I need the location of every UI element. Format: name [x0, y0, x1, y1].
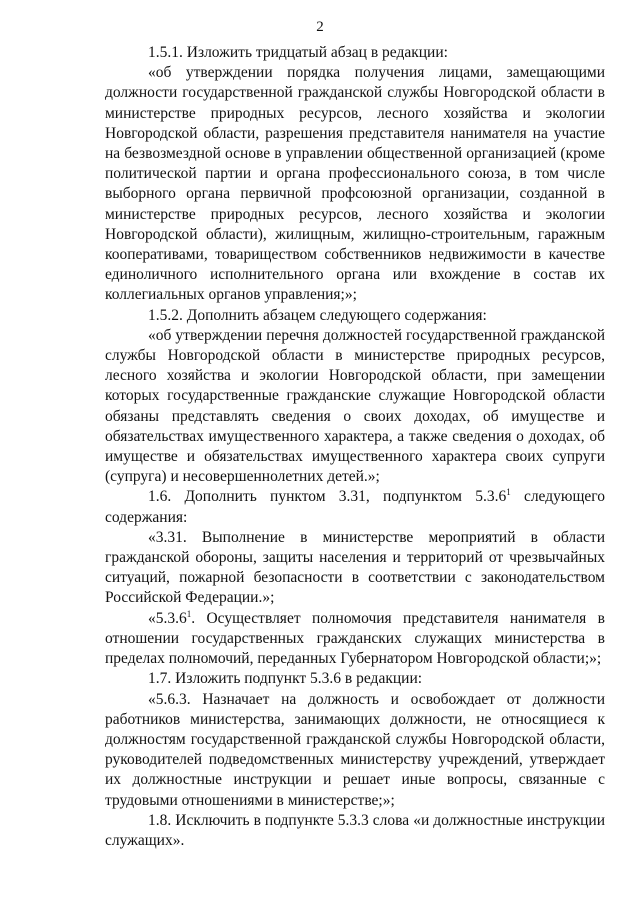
paragraph-1-6-text: 1.6. Дополнить пунктом 3.31, подпунктом 5.3.6	[148, 488, 507, 506]
paragraph-quote-3-31: «3.31. Выполнение в министерстве мероприятий в области гражданской обороны, защиты населения и территорий от чрезвычайных ситуаций, пожарной безопасности в соответствии с законодательством Российской Федерации.»;	[105, 528, 605, 607]
document-body	[105, 43, 605, 851]
paragraph-1-5-2: 1.5.2. Дополнить абзацем следующего содержания:	[148, 306, 487, 324]
paragraph-1-5-1: 1.5.1. Изложить тридцатый абзац в редакции:	[148, 44, 448, 61]
paragraph-quote-thirtieth: «об утверждении порядка получения лицами, замещающими должности государственной гражданской службы Новгородской области в министерстве природных ресурсов, лесного хозяйства и экологии Новгородской области, разрешения представителя нанимателя на участие на безвозмездной основе в управлении общественной организацией (кроме политической партии и органа профессионального союза, в том числе выборного органа первичной профсоюзной организации, созданной в министерстве природных ресурсов, лесного хозяйства и экологии Новгородской области), жилищным, жилищно-строительным, гаражным кооперативами, товариществом собственников недвижимости в качестве единоличного исполнительного органа или вхождение в состав их коллегиальных органов управления;»;	[105, 64, 605, 304]
paragraph-1-6-text-end: следующего содержания:	[105, 488, 605, 526]
paragraph-quote-list: «об утверждении перечня должностей государственной гражданской службы Новгородской области в министерстве природных ресурсов, лесного хозяйства и экологии Новгородской области, при замещении которых государственные гражданские служащие Новгородской области обязаны представлять сведения о своих доходах, об имуществе и обязательствах имущественного характера, а также сведения о доходах, об имуществе и обязательствах имущественного характера своих супруги (супруга) и несовершеннолетних детей.»;	[105, 326, 605, 486]
superscript-mark: 1	[506, 487, 511, 498]
paragraph-1-6	[105, 487, 605, 527]
paragraph-5-3-6-1-number: «5.3.6	[148, 609, 187, 627]
paragraph-5-3-6-1-text: . Осуществляет полномочия представителя нанимателя в отношении государственных гражданских служащих министерства в пределах полномочий, переданных Губернатором Новгородской области;»;	[105, 609, 605, 668]
paragraph-1-7: 1.7. Изложить подпункт 5.3.6 в редакции:	[148, 670, 423, 688]
paragraph-1-8: 1.8. Исключить в подпункте 5.3.3 слова «и должностные инструкции служащих».	[105, 811, 605, 849]
paragraph-quote-5-3-6-1	[105, 609, 605, 670]
paragraph-quote-5-6-3: «5.6.3. Назначает на должность и освобождает от должности работников министерства, занимающих должности, не относящиеся к должностям государственной гражданской службы Новгородской области, руководителей подведомственных министерству учреждений, утверждает их должностные инструкции и решает иные вопросы, связанные с трудовыми отношениями в министерстве;»;	[105, 690, 605, 809]
page-number: 2	[316, 19, 324, 35]
superscript-mark: 1	[186, 608, 192, 619]
